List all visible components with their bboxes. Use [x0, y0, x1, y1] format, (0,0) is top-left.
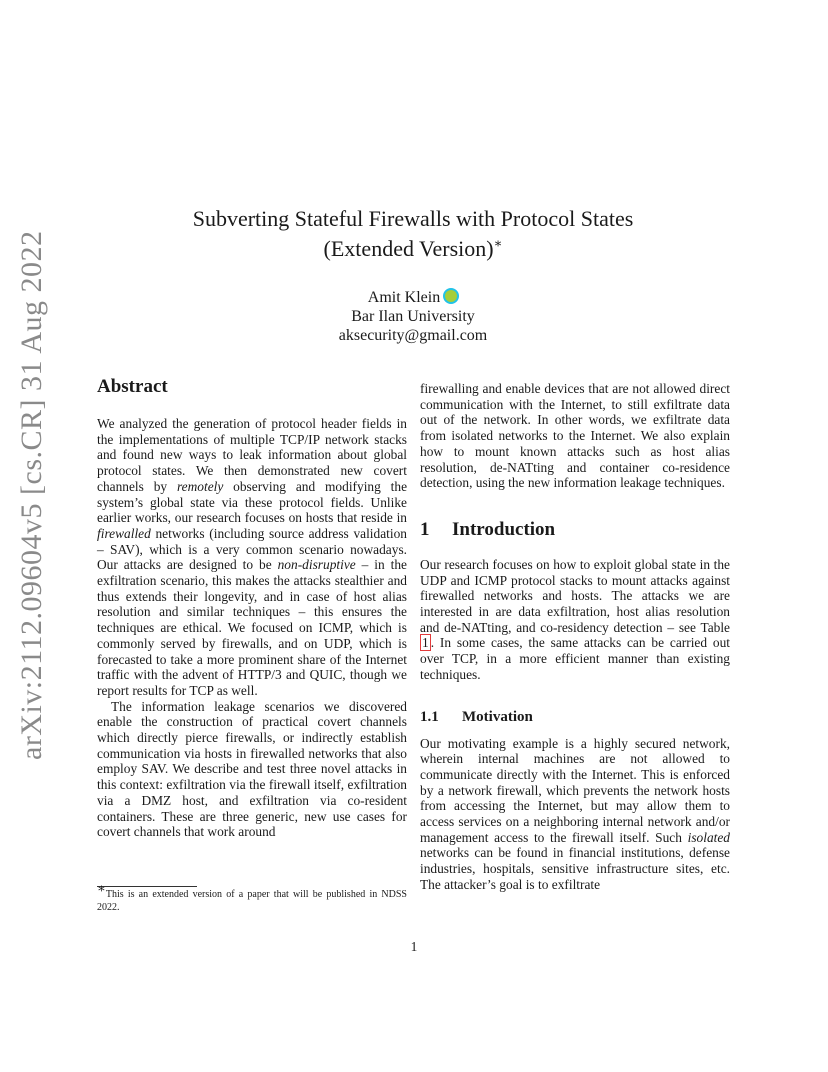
paper-title	[100, 204, 726, 264]
page-number: 1	[410, 939, 418, 954]
subsection-number: 1.1	[420, 708, 439, 725]
footnote	[97, 880, 407, 914]
author-name: Amit Klein	[367, 289, 441, 306]
author-affiliation: Bar Ilan University	[351, 308, 475, 325]
intro-text-b: . In some cases, the same attacks can be carried out over TCP, in a more efficient manner than existing techniques.	[420, 635, 730, 682]
orcid-icon[interactable]	[444, 289, 458, 303]
author-email: aksecurity@gmail.com	[338, 327, 488, 344]
arxiv-identifier: arXiv:2112.09604v5 [cs.CR] 31 Aug 2022	[15, 230, 48, 760]
footnote-mark: ∗	[97, 880, 106, 896]
left-column	[97, 374, 407, 840]
abstract-paragraph-2: The information leakage scenarios we discovered enable the construction of practical covert channels which directly pierce firewalls, or indirectly establish communication via hosts in firewalled networks that also employ SAV. We describe and test three novel attacks in this context: exfiltration via the firewall itself, exfiltration via a DMZ host, and exfiltration via co-resident containers. These are three generic, new use cases for covert channels that work around	[97, 698, 407, 840]
footnote-text: This is an extended version of a paper that will be published in NDSS 2022.	[97, 889, 407, 913]
motivation-text-a: Our motivating example is a highly secured network, wherein internal machines are not allowed to communicate directly with the Internet. This is enforced by a network firewall, which prevents the network hosts from accessing the Internet, but may allow them to access services on a neighboring internal network and/or management access to the firewall itself. Such	[420, 735, 730, 845]
abstract-p1-text-c: networks (including source address validation – SAV), which is a very common scenario nowadays. Our attacks are designed to be	[97, 525, 407, 573]
subsection-title: Motivation	[462, 708, 533, 725]
abstract-p1-emphasis-non-disruptive: non-disruptive	[277, 557, 356, 573]
table-reference-link[interactable]: 1	[422, 635, 429, 651]
motivation-text-b: networks can be found in financial institutions, defense industries, hospitals, sensitive infrastructure sites, etc. The attacker’s goal is to exfiltrate	[420, 845, 730, 892]
introduction-heading	[420, 519, 730, 541]
introduction-paragraph	[420, 557, 730, 683]
title-line-2	[100, 234, 726, 264]
intro-text-a: Our research focuses on how to exploit global state in the UDP and ICMP protocol stacks to mount attacks against firewalled networks and hosts. The attacks we are interested in are data exfiltration, host alias resolution and de-NATting, and co-residency detection – see Table	[420, 556, 730, 635]
abstract-paragraph-2-continued: firewalling and enable devices that are not allowed direct communication with the Internet, to still exfiltrate data out of the network. In other words, we exfiltrate data from isolated networks to the Internet. We also explain how to mount known attacks such as host alias resolution, de-NATting and container co-residence detection, using the new information leakage techniques.	[420, 381, 730, 491]
abstract-paragraph-1	[97, 416, 407, 699]
footnote-divider	[97, 886, 197, 887]
title-footnote-mark: ∗	[493, 235, 503, 251]
author-line	[100, 288, 726, 307]
author-block	[100, 288, 726, 345]
abstract-p1-text-b: observing and modifying the system’s global state via these protocol fields. Unlike earlier works, our research focuses on hosts that reside in	[97, 478, 408, 526]
abstract-p1-text-d: – in the exfiltration scenario, this makes the attacks stealthier and thus extends their longevity, and in case of host alias resolution and similar techniques – this ensures the techniques are ethical. We focused on ICMP, which is commonly served by firewalls, and on UDP, which is forecasted to take a more prominent share of the Internet traffic with the advent of HTTP/3 and QUIC, though we report results for TCP as well.	[97, 557, 407, 698]
section-title: Introduction	[452, 518, 556, 540]
motivation-paragraph	[420, 736, 730, 893]
abstract-p1-emphasis-remotely: remotely	[176, 478, 224, 494]
title-line-2-text: (Extended Version)	[323, 236, 494, 261]
abstract-p1-emphasis-firewalled: firewalled	[97, 525, 151, 541]
title-line-1: Subverting Stateful Firewalls with Protocol States	[192, 206, 634, 231]
abstract-heading: Abstract	[97, 376, 168, 397]
motivation-emphasis-isolated: isolated	[687, 829, 730, 845]
section-number: 1	[420, 518, 430, 540]
motivation-heading	[420, 708, 730, 726]
abstract-p1-text-a: We analyzed the generation of protocol header fields in the implementations of multiple TCP/IP network stacks and found new ways to leak information about global protocol states. We then demonstrated new covert channels by	[97, 416, 407, 494]
right-column	[420, 381, 730, 893]
